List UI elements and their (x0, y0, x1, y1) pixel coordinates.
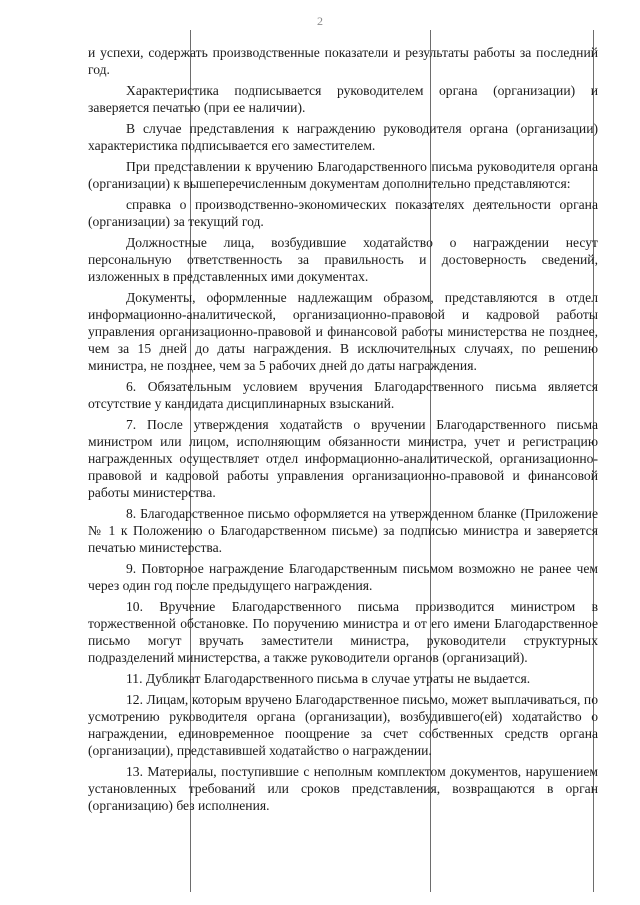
paragraph: 8. Благодарственное письмо оформляется на утвержденном бланке (Приложение № 1 к Положению о Благодарственном письме) за подписью министра и заверяется печатью министерства. (88, 506, 598, 555)
document-body (88, 44, 598, 818)
paragraph: 12. Лицам, которым вручено Благодарственное письмо, может выплачиваться, по усмотрению руководителя органа (организации), возбудившего(ей) ходатайство о награждении, единовременное поощрение за счет собственных средств органа (организации), представившей ходатайство о награждении. (88, 692, 598, 758)
paragraph: В случае представления к награждению руководителя органа (организации) характеристика подписывается его заместителем. (88, 121, 598, 153)
paragraph: Документы, оформленные надлежащим образом, представляются в отдел информационно-аналитической, организационно-правовой и кадровой работы управления организационно-правовой и финансовой работы министерства не позднее, чем за 15 дней до даты награждения. В исключительных случаях, по решению министра, не позднее, чем за 5 рабочих дней до даты награждения. (88, 290, 598, 373)
paragraph: Должностные лица, возбудившие ходатайство о награждении несут персональную ответственность за правильность и достоверность сведений, изложенных в представленных ими документах. (88, 235, 598, 284)
paragraph: 7. После утверждения ходатайств о вручении Благодарственного письма министром или лицом, исполняющим обязанности министра, учет и регистрацию награжденных осуществляет отдел информационно-аналитической, организационно-правовой и кадровой работы управления организационно-правовой и финансовой работы министерства. (88, 417, 598, 500)
paragraph: 6. Обязательным условием вручения Благодарственного письма является отсутствие у кандидата дисциплинарных взысканий. (88, 379, 598, 411)
paragraph: справка о производственно-экономических показателях деятельности органа (организации) за текущий год. (88, 197, 598, 229)
paragraph: 11. Дубликат Благодарственного письма в случае утраты не выдается. (126, 671, 531, 686)
paragraph: и успехи, содержать производственные показатели и результаты работы за последний год. (88, 45, 598, 77)
paragraph: Характеристика подписывается руководителем органа (организации) и заверяется печатью (при ее наличии). (88, 83, 598, 115)
page-number: 2 (317, 14, 323, 28)
paragraph: 10. Вручение Благодарственного письма производится министром в торжественной обстановке. По поручению министра и от его имени Благодарственное письмо могут вручать заместители министра, руководители структурных подразделений министерства, а также руководители органов (организаций). (88, 599, 598, 665)
paragraph: При представлении к вручению Благодарственного письма руководителя органа (организации) к вышеперечисленным документам дополнительно представляются: (88, 159, 598, 191)
paragraph: 9. Повторное награждение Благодарственным письмом возможно не ранее чем через один год после предыдущего награждения. (88, 561, 598, 593)
paragraph: 13. Материалы, поступившие с неполным комплектом документов, нарушением установленных требований или сроков представления, возвращаются в орган (организацию) без исполнения. (88, 764, 598, 813)
